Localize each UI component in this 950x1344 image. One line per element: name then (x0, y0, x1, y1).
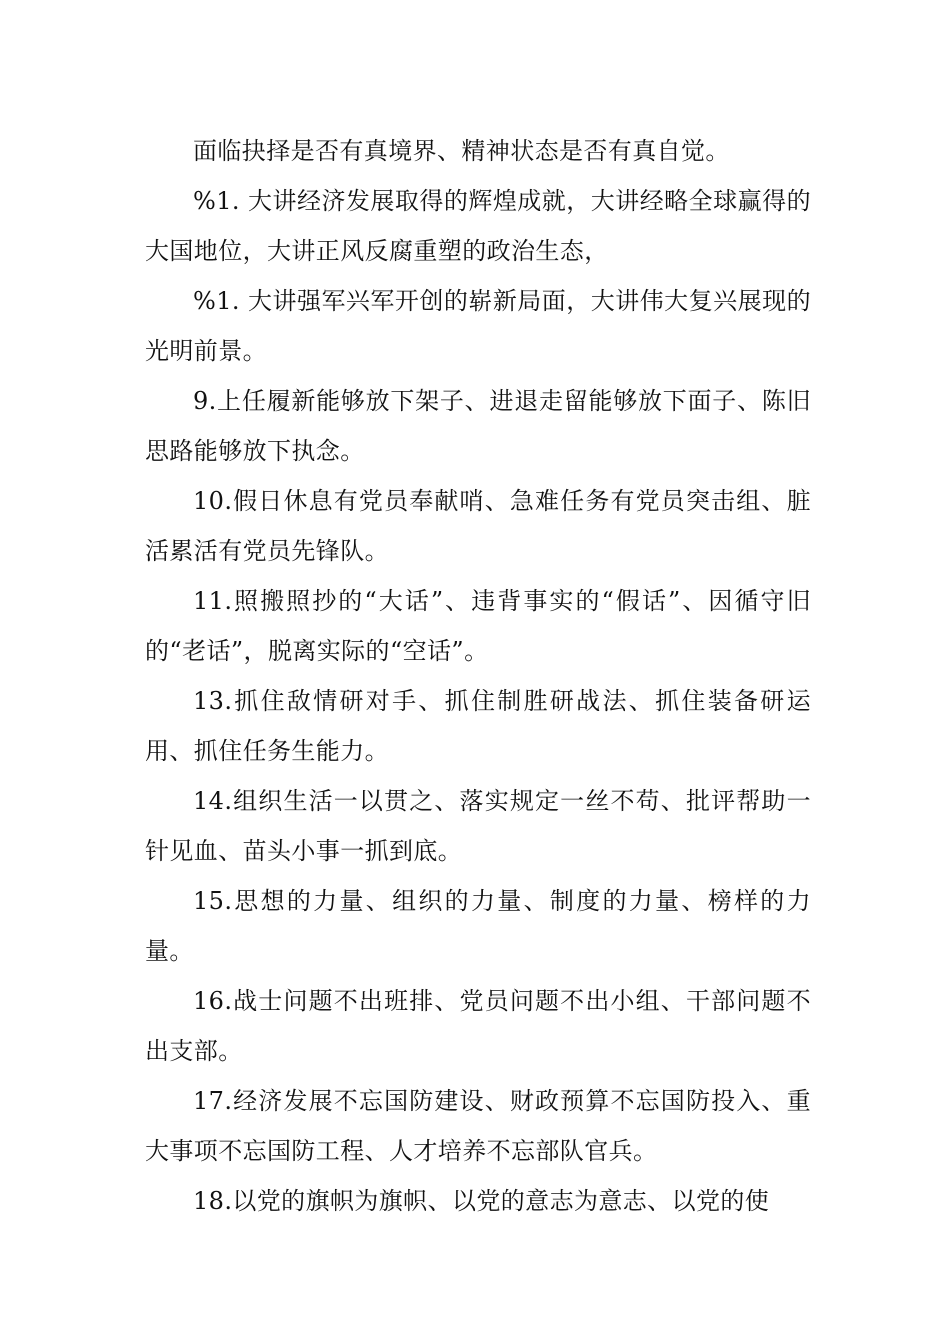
paragraph: 15.思想的力量、组织的力量、制度的力量、榜样的力量。 (145, 887, 811, 965)
paragraph: 18.以党的旗帜为旗帜、以党的意志为意志、以党的使 (193, 1187, 770, 1215)
paragraph: 9.上任履新能够放下架子、进退走留能够放下面子、陈旧思路能够放下执念。 (145, 387, 811, 465)
paragraph: 17.经济发展不忘国防建设、财政预算不忘国防投入、重大事项不忘国防工程、人才培养不忘部队官兵。 (145, 1087, 811, 1165)
paragraph: 面临抉择是否有真境界、精神状态是否有真自觉。 (193, 137, 730, 165)
paragraph: 11.照搬照抄的“大话”、违背事实的“假话”、因循守旧的“老话”，脱离实际的“空话”。 (145, 587, 811, 665)
paragraph: 14.组织生活一以贯之、落实规定一丝不苟、批评帮助一针见血、苗头小事一抓到底。 (145, 787, 811, 865)
paragraph: %1. 大讲强军兴军开创的崭新局面，大讲伟大复兴展现的光明前景。 (145, 287, 811, 365)
paragraph: 10.假日休息有党员奉献哨、急难任务有党员突击组、脏活累活有党员先锋队。 (145, 487, 811, 565)
paragraph: 16.战士问题不出班排、党员问题不出小组、干部问题不出支部。 (145, 987, 811, 1065)
paragraph: %1. 大讲经济发展取得的辉煌成就，大讲经略全球赢得的大国地位，大讲正风反腐重塑的政治生态， (145, 187, 811, 265)
paragraph: 13.抓住敌情研对手、抓住制胜研战法、抓住装备研运用、抓住任务生能力。 (145, 687, 811, 765)
document-body (145, 126, 811, 1226)
